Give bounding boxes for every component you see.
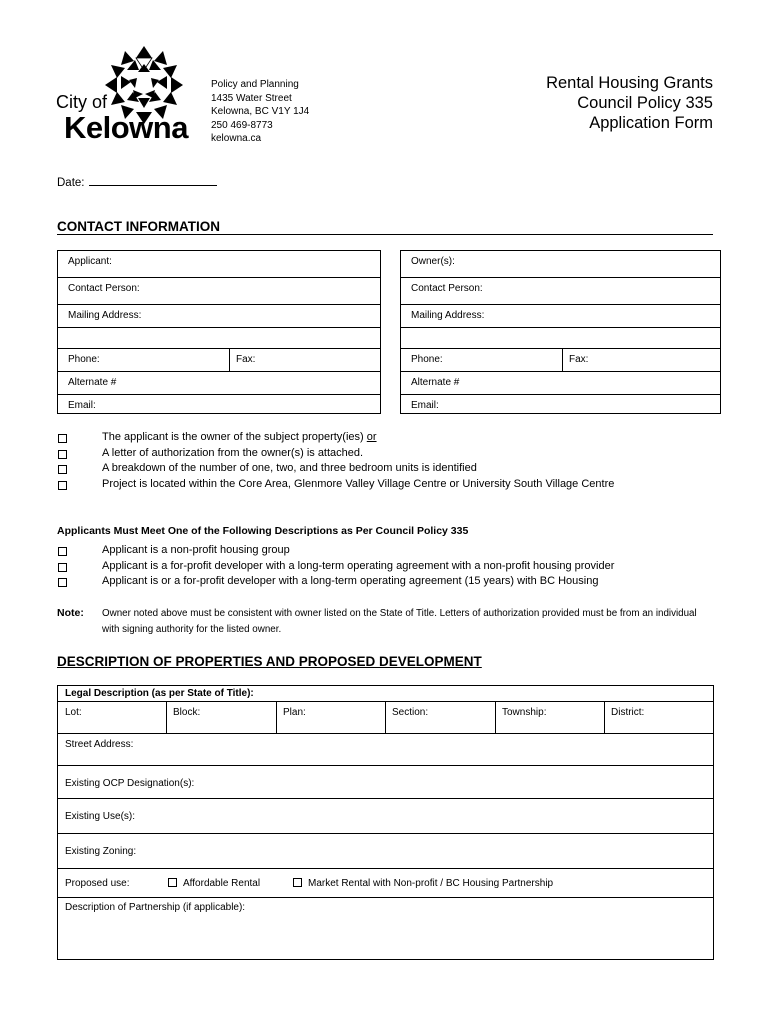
title-line: Application Form [589, 114, 713, 132]
checkbox[interactable] [58, 578, 67, 587]
logo-name-text: Kelowna [64, 110, 188, 145]
contact-heading: CONTACT INFORMATION [57, 219, 220, 234]
district-field[interactable]: District: [611, 707, 645, 718]
description-item: Applicant is or a for-profit developer with a long-term operating agreement (15 years) with BC Housing [102, 575, 599, 587]
applicant-email-field[interactable] [58, 395, 380, 415]
title-line: Rental Housing Grants [546, 74, 713, 92]
fax-label: Fax: [236, 354, 256, 365]
lot-field[interactable]: Lot: [65, 707, 82, 718]
descriptions-heading: Applicants Must Meet One of the Following Descriptions as Per Council Policy 335 [57, 525, 469, 537]
phone-label: Phone: [411, 354, 443, 365]
checklist-item: A breakdown of the number of one, two, and three bedroom units is identified [102, 462, 477, 474]
logo-city-text: City of [56, 92, 108, 112]
applicant-phone-row[interactable] [58, 349, 380, 372]
section-field[interactable]: Section: [392, 707, 429, 718]
applicant-box [57, 250, 381, 414]
date-row [57, 174, 217, 189]
mailing-address-label: Mailing Address: [68, 310, 142, 321]
checklist-item: A letter of authorization from the owner(s) is attached. [102, 447, 364, 459]
date-field[interactable] [89, 174, 217, 186]
address-line: 250 469-8773 [211, 119, 273, 131]
address-line: 1435 Water Street [211, 92, 292, 104]
checkbox[interactable] [58, 481, 67, 490]
applicant-contact-field[interactable] [58, 278, 380, 305]
proposed-use-row [58, 869, 713, 898]
owner-email-field[interactable] [401, 395, 720, 415]
street-address-label: Street Address: [65, 739, 134, 750]
applicant-field[interactable] [58, 251, 380, 278]
partnership-field[interactable] [58, 898, 713, 960]
proposed-use-label: Proposed use: [65, 878, 130, 889]
heading-rule [57, 234, 713, 235]
uses-label: Existing Use(s): [65, 811, 136, 822]
legal-label: Legal Description (as per State of Title): [65, 688, 254, 699]
ocp-field[interactable] [58, 766, 713, 799]
date-label: Date: [57, 177, 85, 189]
fax-label: Fax: [569, 354, 589, 365]
checkbox[interactable] [58, 465, 67, 474]
owner-phone-row[interactable] [401, 349, 720, 372]
alternate-label: Alternate # [411, 377, 460, 388]
title-line: Council Policy 335 [577, 94, 713, 112]
email-label: Email: [411, 400, 439, 411]
checkbox[interactable] [58, 450, 67, 459]
contact-person-label: Contact Person: [411, 283, 483, 294]
checklist-item: Project is located within the Core Area, Glenmore Valley Village Centre or University South Village Centre [102, 478, 615, 490]
address-line: kelowna.ca [211, 133, 262, 144]
description-item: Applicant is a for-profit developer with a long-term operating agreement with a non-profit housing provider [102, 560, 615, 572]
applicant-label: Applicant: [68, 256, 112, 267]
checklist-item: The applicant is the owner of the subject property(ies) or [102, 431, 377, 443]
zoning-label: Existing Zoning: [65, 846, 137, 857]
alternate-label: Alternate # [68, 377, 117, 388]
checkbox[interactable] [58, 563, 67, 572]
checkbox[interactable] [58, 434, 67, 443]
uses-field[interactable] [58, 799, 713, 834]
owner-box [400, 250, 721, 414]
department-address [211, 78, 309, 146]
affordable-rental-checkbox[interactable] [168, 878, 177, 887]
address-line: Policy and Planning [211, 79, 299, 90]
mailing-address-label: Mailing Address: [411, 310, 485, 321]
partnership-label: Description of Partnership (if applicable): [65, 902, 246, 913]
checkbox[interactable] [58, 547, 67, 556]
ocp-label: Existing OCP Designation(s): [65, 778, 195, 789]
legal-description-row [58, 686, 713, 734]
or-text: or [366, 431, 377, 443]
address-line: Kelowna, BC V1Y 1J4 [211, 106, 310, 117]
applicant-alternate-field[interactable] [58, 372, 380, 395]
plan-field[interactable]: Plan: [283, 707, 306, 718]
properties-box [57, 685, 714, 960]
township-field[interactable]: Township: [502, 707, 547, 718]
description-item: Applicant is a non-profit housing group [102, 544, 290, 556]
form-title [546, 73, 713, 133]
zoning-field[interactable] [58, 834, 713, 869]
market-rental-label: Market Rental with Non-profit / BC Housing Partnership [308, 878, 554, 889]
contact-person-label: Contact Person: [68, 283, 140, 294]
applicant-mailing-field[interactable] [58, 305, 380, 349]
note-text: Owner noted above must be consistent with owner listed on the State of Title. Letters of authorization provided must be from an individual with signing authority for the listed owner. [102, 608, 697, 635]
owner-mailing-field[interactable] [401, 305, 720, 349]
street-address-field[interactable] [58, 734, 713, 766]
owner-label: Owner(s): [411, 256, 455, 267]
email-label: Email: [68, 400, 96, 411]
properties-heading: DESCRIPTION OF PROPERTIES AND PROPOSED DEVELOPMENT [57, 654, 482, 669]
owner-alternate-field[interactable] [401, 372, 720, 395]
note-label: Note: [57, 607, 84, 619]
market-rental-checkbox[interactable] [293, 878, 302, 887]
owner-contact-field[interactable] [401, 278, 720, 305]
owner-field[interactable] [401, 251, 720, 278]
phone-label: Phone: [68, 354, 100, 365]
affordable-rental-label: Affordable Rental [183, 878, 261, 889]
block-field[interactable]: Block: [173, 707, 201, 718]
